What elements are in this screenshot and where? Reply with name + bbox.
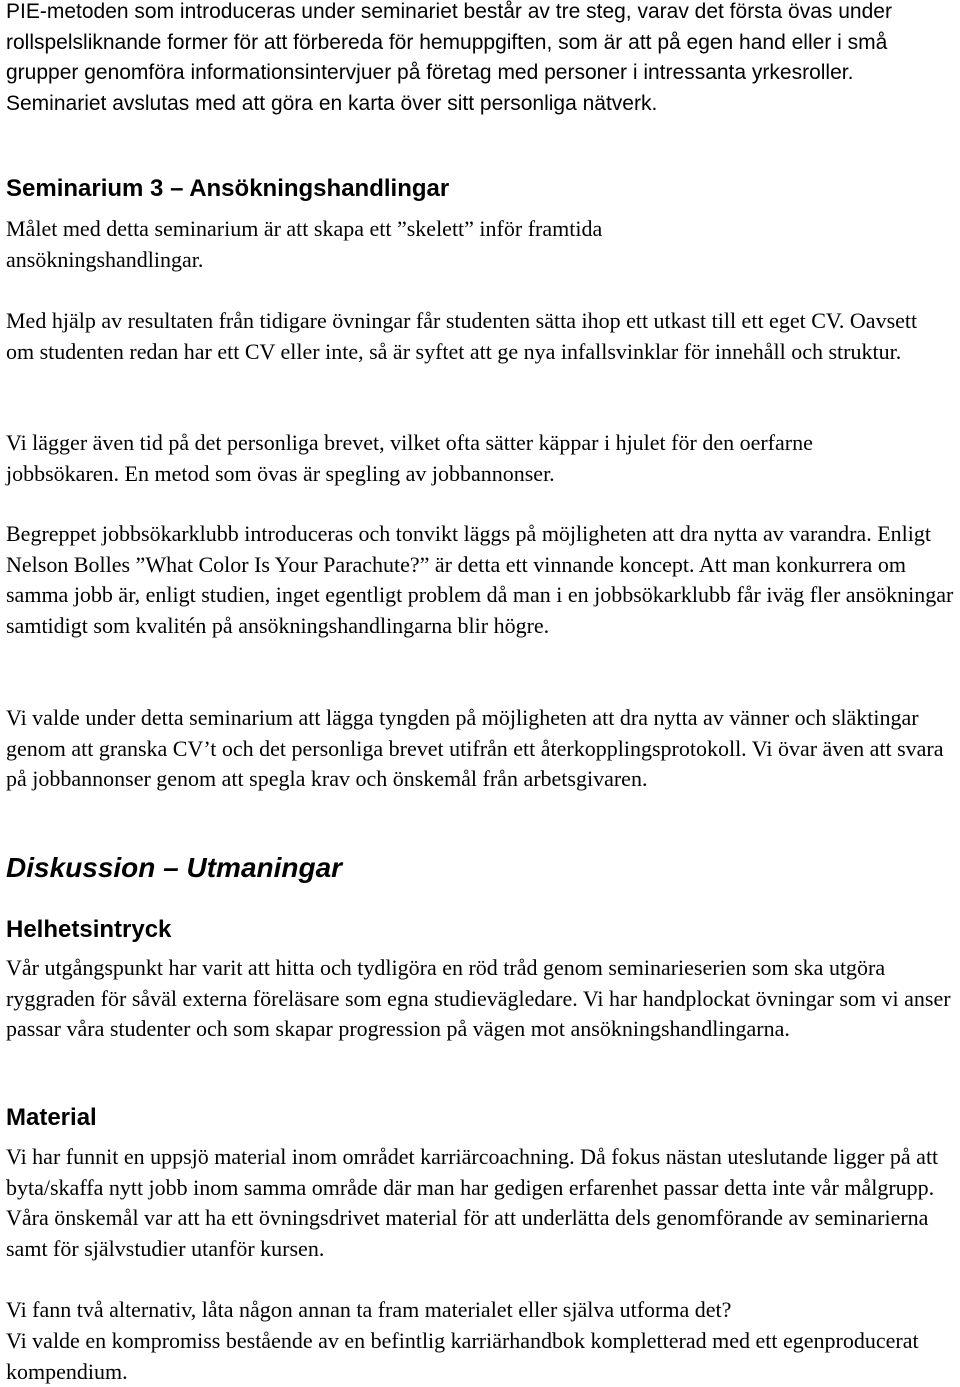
overall-impression-paragraph: Vår utgångspunkt har varit att hitta och tydligöra en röd tråd genom seminarieserien som ska utgöra ryggraden för såväl externa föreläsare som egna studievägledare. Vi har handplockat övningar som vi anser passar våra studenter och som skapar progression på vägen mot ansökningshandlingarna.: [6, 955, 951, 1041]
seminar3-paragraph-1: Målet med detta seminarium är att skapa ett ”skelett” inför framtida ansökningshandlingar.: [6, 216, 603, 272]
seminar3-paragraph-2: Med hjälp av resultaten från tidigare övningar får studenten sätta ihop ett utkast till ett eget CV. Oavsett om studenten redan har ett CV eller inte, så är syftet att ge nya infallsvinklar för innehåll och struktur.: [6, 308, 918, 364]
material-heading: Material: [6, 1104, 97, 1131]
discussion-heading: Diskussion – Utmaningar: [6, 852, 343, 883]
seminar3-paragraph-3: Vi lägger även tid på det personliga brevet, vilket ofta sätter käppar i hjulet för den oerfarne jobbsökaren. En metod som övas är spegling av jobbannonser.: [6, 430, 813, 486]
seminar3-paragraph-5: Vi valde under detta seminarium att lägga tyngden på möjligheten att dra nytta av vänner och släktingar genom att granska CV’t och det personliga brevet utifrån ett återkopplingsprotokoll. Vi övar även att svara på jobbannonser genom att spegla krav och önskemål från arbetsgivaren.: [6, 705, 944, 791]
material-paragraph-1: Vi har funnit en uppsjö material inom området karriärcoachning. Då fokus nästan uteslutande ligger på att byta/skaffa nytt jobb inom samma område där man har gedigen erfarenhet passar detta inte vår målgrupp. Våra önskemål var att ha ett övningsdrivet material för att underlätta dels genomförande av seminarierna samt för självstudier utanför kursen.: [6, 1144, 939, 1261]
material-paragraph-2: Vi fann två alternativ, låta någon annan ta fram materialet eller själva utforma det?: [6, 1297, 732, 1322]
material-paragraph-3: Vi valde en kompromiss bestående av en befintlig karriärhandbok kompletterad med ett egenproducerat kompendium.: [6, 1328, 919, 1384]
overall-impression-heading: Helhetsintryck: [6, 916, 172, 943]
seminar3-paragraph-4: Begreppet jobbsökarklubb introduceras och tonvikt läggs på möjligheten att dra nytta av varandra. Enligt Nelson Bolles ”What Color Is Your Parachute?” är detta ett vinnande koncept. Att man konkurrera om samma jobb är, enligt studien, inget egentligt problem då man i en jobbsökarklubb får iväg fler ansökningar samtidigt som kvalitén på ansökningshandlingarna blir högre.: [6, 521, 954, 638]
intro-paragraph: PIE-metoden som introduceras under seminariet består av tre steg, varav det första övas under rollspelsliknande former för att förbereda för hemuppgiften, som är att på egen hand eller i små grupper genomföra informationsintervjuer på företag med personer i intressanta yrkesroller. Seminariet avslutas med att göra en karta över sitt personliga nätverk.: [6, 0, 892, 115]
seminar3-heading: Seminarium 3 – Ansökningshandlingar: [6, 175, 450, 202]
